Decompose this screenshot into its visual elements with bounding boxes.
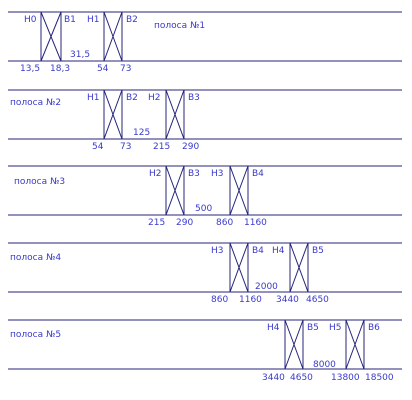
- inner-left-label: B5: [307, 323, 319, 333]
- lower-frame-label: H3: [211, 246, 224, 256]
- band-5: [8, 320, 402, 383]
- center-value: 2000: [255, 282, 278, 292]
- inner-right-label: H3: [211, 169, 224, 179]
- freq-high-lower: 73: [120, 142, 132, 152]
- freq-low-upper: 3440: [276, 295, 299, 305]
- freq-low-upper: 54: [97, 64, 109, 74]
- freq-high-upper: 4650: [306, 295, 329, 305]
- upper-frame-label: B2: [126, 15, 138, 25]
- band-4: [8, 243, 402, 305]
- center-value: 125: [133, 128, 151, 138]
- freq-low-lower: 3440: [262, 373, 285, 383]
- freq-low-upper: 215: [153, 142, 171, 152]
- freq-high-lower: 290: [176, 218, 194, 228]
- freq-low-upper: 13800: [331, 373, 360, 383]
- inner-right-label: H4: [272, 246, 285, 256]
- center-value: 500: [195, 204, 213, 214]
- freq-high-upper: 73: [120, 64, 132, 74]
- upper-frame-label: B6: [368, 323, 380, 333]
- band-title: полоса №3: [14, 177, 66, 187]
- freq-low-lower: 13,5: [20, 64, 41, 74]
- inner-left-label: B4: [252, 246, 264, 256]
- lower-frame-label: H4: [267, 323, 280, 333]
- freq-high-lower: 4650: [290, 373, 313, 383]
- freq-high-lower: 1160: [239, 295, 262, 305]
- band-title: полоса №5: [10, 330, 62, 340]
- upper-frame-label: B5: [312, 246, 324, 256]
- band-3: [8, 166, 402, 228]
- freq-high-lower: 18,3: [50, 64, 71, 74]
- freq-low-lower: 215: [148, 218, 166, 228]
- inner-left-label: B3: [188, 169, 200, 179]
- freq-high-upper: 290: [182, 142, 200, 152]
- freq-high-upper: 18500: [365, 373, 394, 383]
- inner-right-label: H5: [329, 323, 342, 333]
- band-title: полоса №1: [154, 21, 206, 31]
- lower-frame-label: H2: [149, 169, 162, 179]
- inner-left-label: B1: [64, 15, 76, 25]
- band-2: [8, 90, 402, 152]
- inner-right-label: H1: [87, 15, 100, 25]
- freq-low-lower: 54: [92, 142, 104, 152]
- freq-low-upper: 860: [216, 218, 234, 228]
- inner-left-label: B2: [126, 93, 138, 103]
- center-value: 31,5: [70, 50, 91, 60]
- center-value: 8000: [313, 360, 336, 370]
- band-1: [8, 12, 402, 74]
- lower-frame-label: H0: [24, 15, 37, 25]
- inner-right-label: H2: [148, 93, 161, 103]
- freq-high-upper: 1160: [244, 218, 267, 228]
- upper-frame-label: B3: [188, 93, 200, 103]
- band-title: полоса №2: [10, 98, 62, 108]
- lower-frame-label: H1: [87, 93, 100, 103]
- band-title: полоса №4: [10, 253, 62, 263]
- upper-frame-label: B4: [252, 169, 264, 179]
- freq-low-lower: 860: [211, 295, 229, 305]
